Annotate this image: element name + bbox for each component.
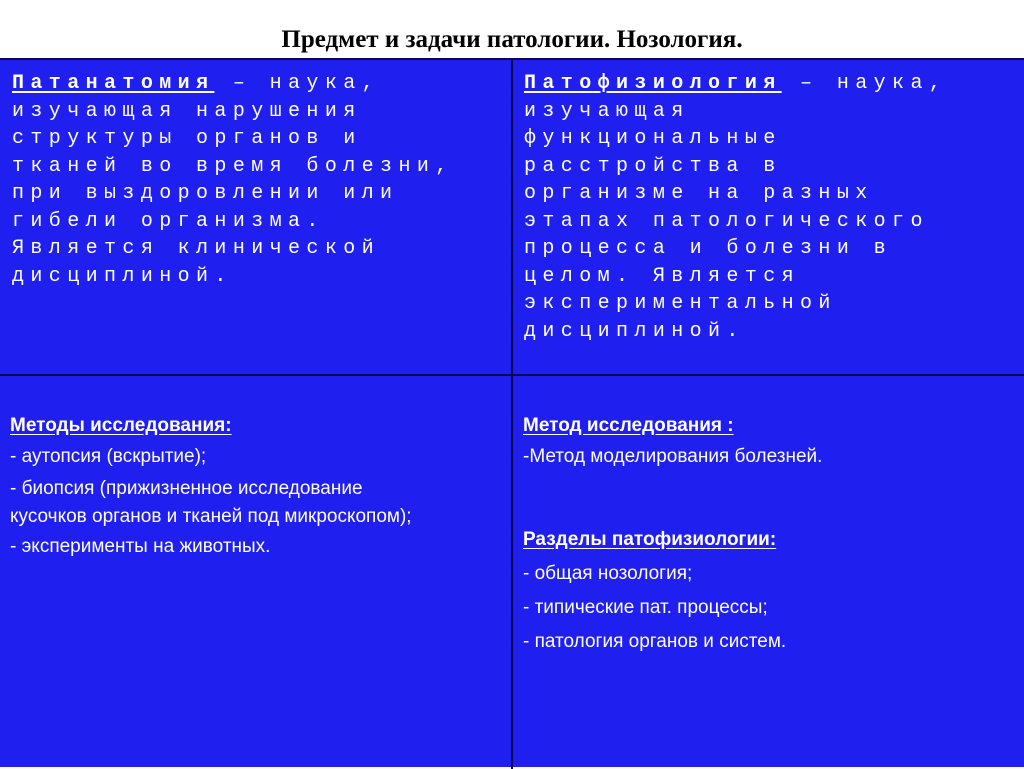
definition-line: расстройства в <box>524 154 782 178</box>
comparison-table <box>0 58 1024 767</box>
patanatomy-definition <box>12 70 507 290</box>
definition-line: тканей во время болезни, <box>12 154 454 178</box>
horizontal-divider <box>0 374 1024 376</box>
vertical-divider <box>511 60 513 769</box>
page-title: Предмет и задачи патологии. Нозология. <box>281 26 743 53</box>
definition-line: дисциплиной. <box>524 319 745 343</box>
patanatomy-term: Патанатомия <box>12 72 215 95</box>
section-item: - общая нозология; <box>523 563 693 584</box>
definition-line: изучающая нарушения <box>12 99 362 123</box>
definition-line: при выздоровлении или <box>12 182 399 205</box>
definition-line: – наука, <box>781 72 948 95</box>
definition-line: процесса и болезни в <box>524 237 893 260</box>
definition-line: изучающая <box>524 99 690 123</box>
definition-line: этапах патологического <box>524 209 929 233</box>
definition-line: целом. Является <box>524 264 801 288</box>
definition-line: – наука, <box>214 72 381 95</box>
definition-line: экспериментальной <box>524 292 837 315</box>
pathophysiology-term: Патофизиология <box>524 72 782 95</box>
definition-line: дисциплиной. <box>12 264 233 288</box>
method-item: - эксперименты на животных. <box>10 536 271 557</box>
definition-line: структуры органов и <box>12 127 362 150</box>
definition-line: гибели организма. <box>12 209 325 233</box>
definition-line: Является клинической <box>12 237 381 260</box>
definition-line: функциональные <box>524 127 782 150</box>
pathophysiology-methods <box>523 410 1018 657</box>
method-item: - биопсия (прижизненное исследование <box>10 478 363 499</box>
method-heading: Метод исследования : <box>523 415 734 436</box>
definition-line: организме на разных <box>524 182 874 205</box>
sections-heading: Разделы патофизиологии: <box>523 529 777 550</box>
methods-heading: Методы исследования: <box>10 415 232 436</box>
section-item: - патология органов и систем. <box>523 631 787 652</box>
patanatomy-methods <box>10 410 505 562</box>
section-item: - типические пат. процессы; <box>523 597 768 618</box>
method-item: - аутопсия (вскрытие); <box>10 446 207 467</box>
pathophysiology-definition <box>524 70 1019 345</box>
method-item: кусочков органов и тканей под микроскопом); <box>10 506 412 527</box>
method-item: -Метод моделирования болезней. <box>523 446 823 467</box>
